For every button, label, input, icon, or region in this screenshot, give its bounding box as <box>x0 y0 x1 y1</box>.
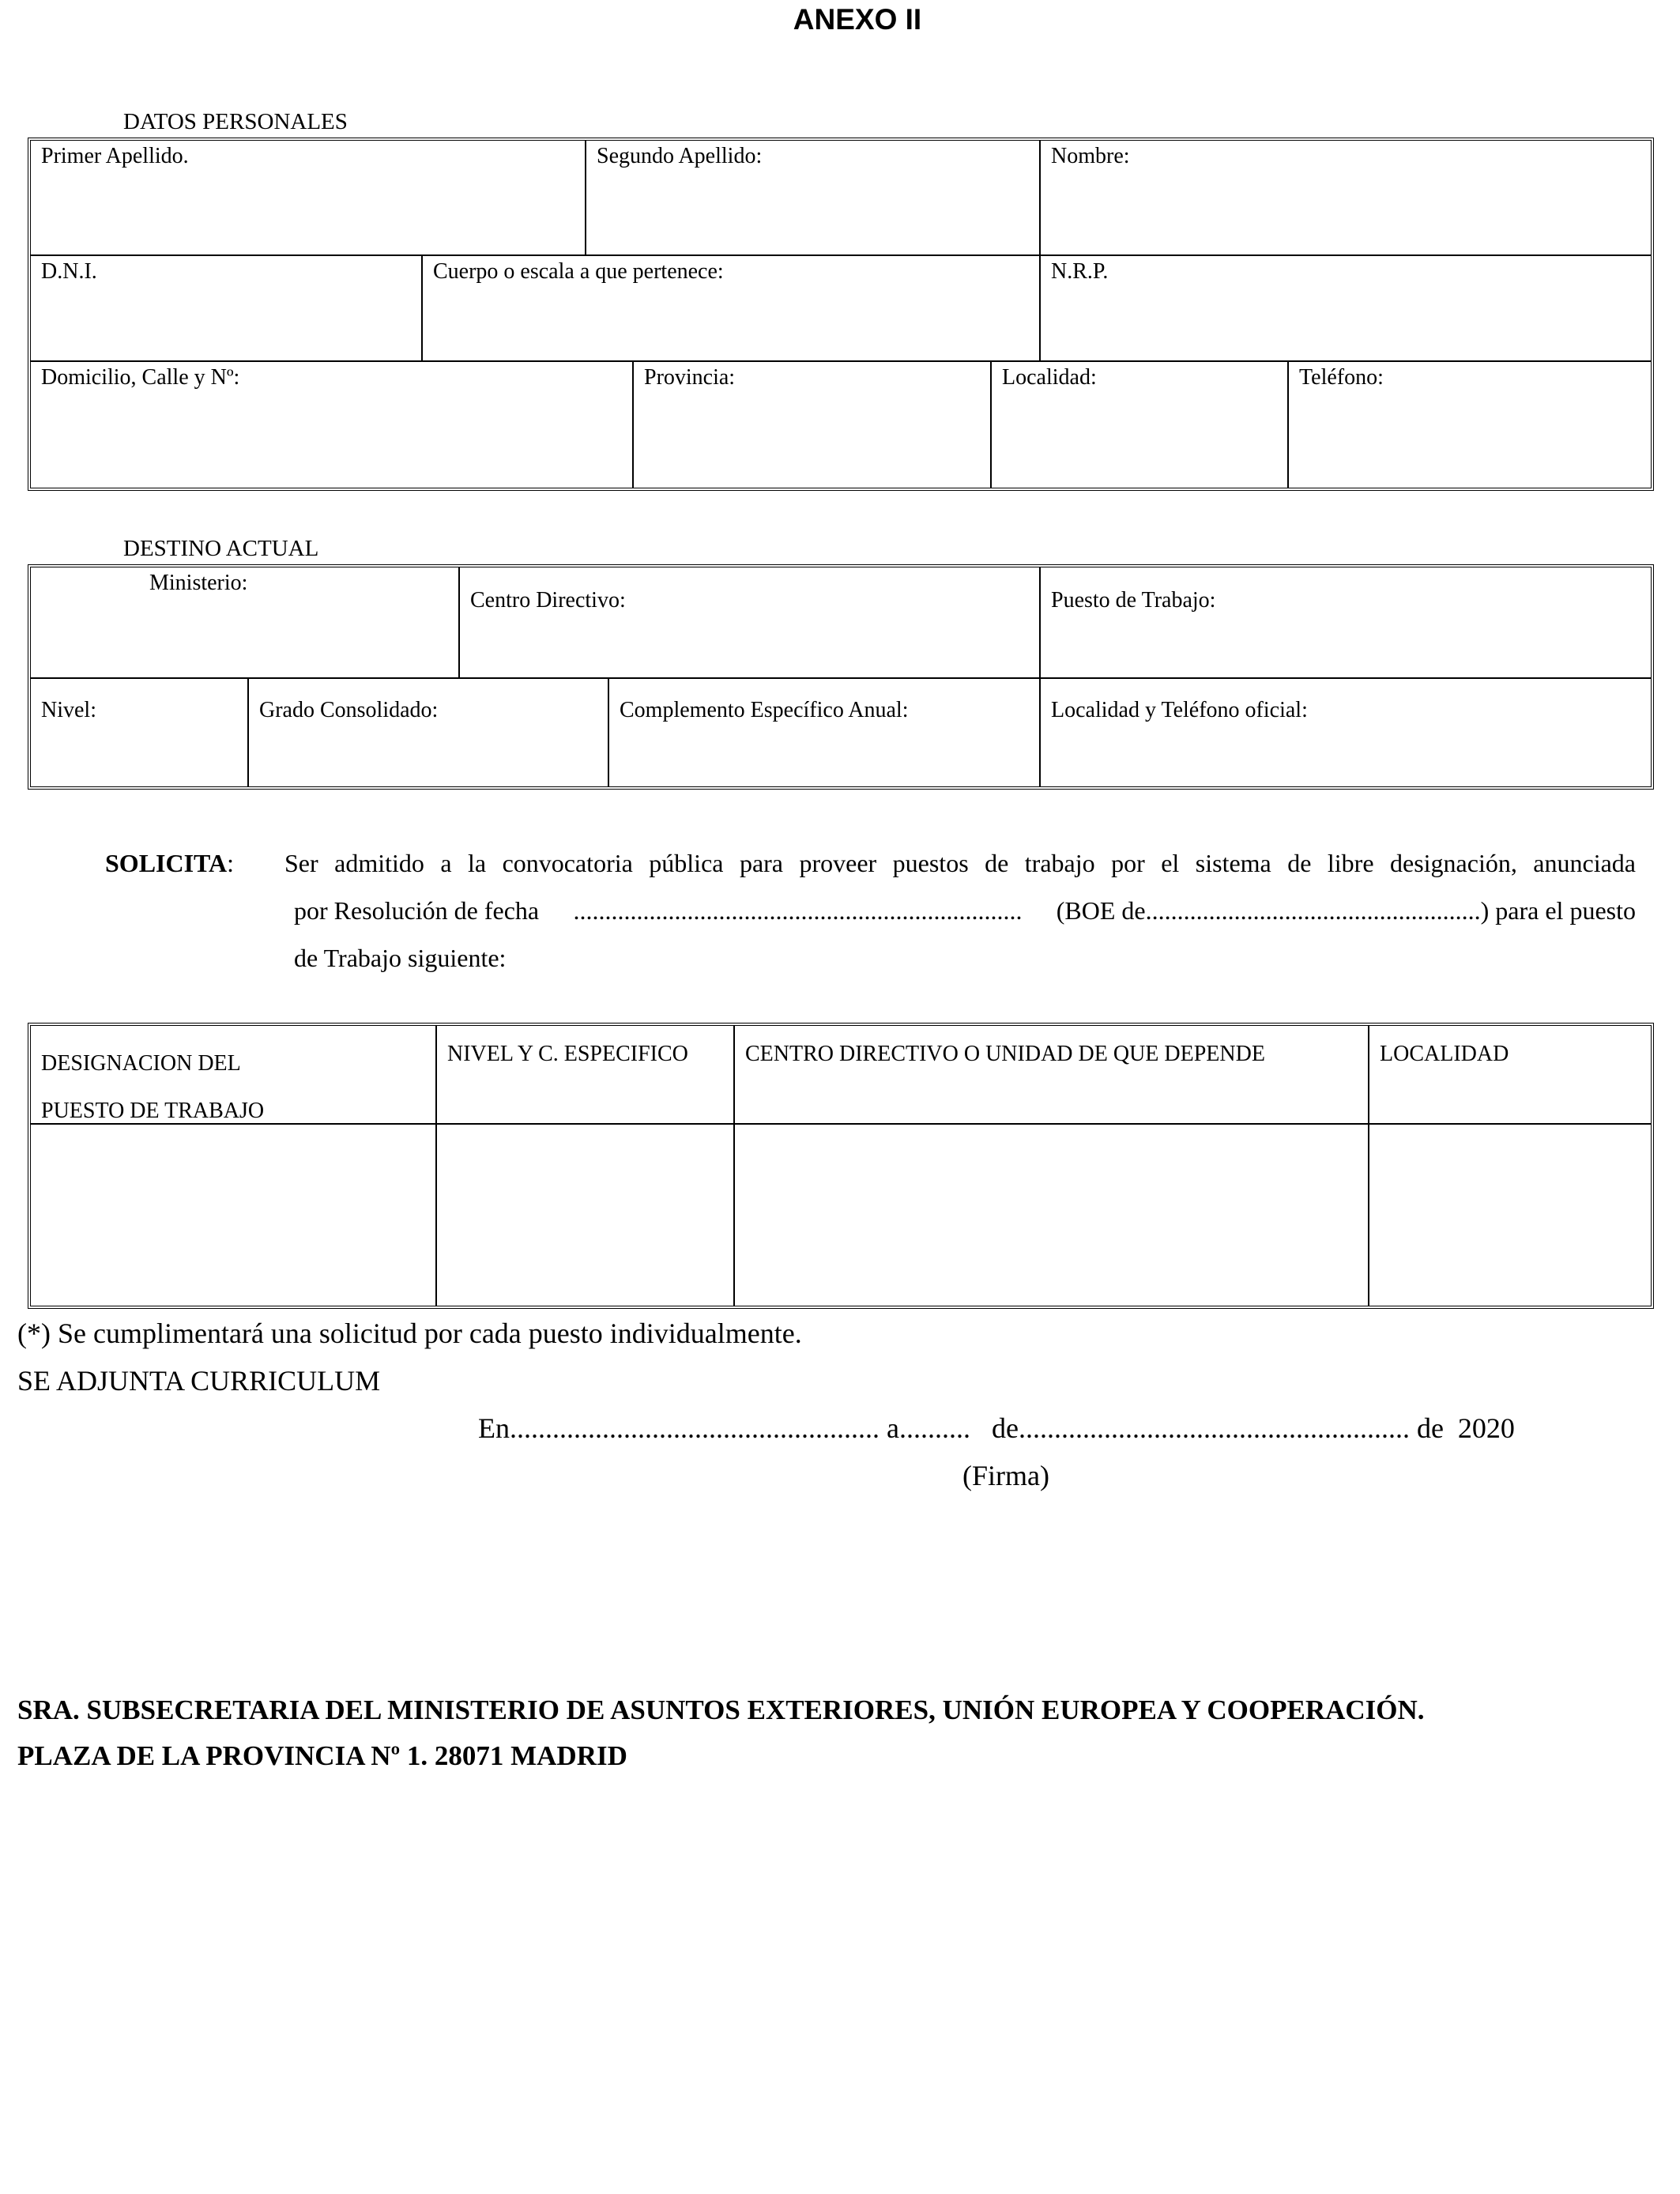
field-label: Grado Consolidado: <box>259 698 439 722</box>
field-label: Provincia: <box>644 365 736 390</box>
solicita-line-2 <box>294 887 1636 934</box>
field-label: Ministerio: <box>149 571 248 595</box>
table-row <box>31 567 1651 679</box>
header-designacion: DESIGNACION DEL PUESTO DE TRABAJO <box>31 1026 437 1123</box>
localidad-field[interactable] <box>992 362 1289 488</box>
solicita-boe-dots[interactable]: ..................................................... <box>1145 896 1481 925</box>
section-heading-datos-personales: DATOS PERSONALES <box>123 109 348 134</box>
cuerpo-escala-field[interactable] <box>423 256 1041 360</box>
field-label: Complemento Específico Anual: <box>620 698 909 722</box>
solicita-fecha-dots[interactable]: ....................................................................... <box>573 896 1023 925</box>
nrp-field[interactable] <box>1041 256 1651 360</box>
destino-actual-table <box>28 564 1654 790</box>
nivel-field[interactable] <box>31 679 249 786</box>
puesto-table <box>28 1023 1654 1309</box>
field-label: Centro Directivo: <box>470 588 626 613</box>
note-text: (*) Se cumplimentará una solicitud por cada puesto individualmente. <box>17 1318 802 1349</box>
header-localidad: LOCALIDAD <box>1380 1042 1509 1066</box>
nombre-field[interactable] <box>1041 141 1651 254</box>
solicita-label: SOLICITA: <box>105 849 235 877</box>
centro-input-cell[interactable] <box>735 1125 1369 1306</box>
header-centro-directivo: CENTRO DIRECTIVO O UNIDAD DE QUE DEPENDE <box>735 1026 1369 1123</box>
field-label: Localidad: <box>1002 365 1097 390</box>
primer-apellido-field[interactable] <box>31 141 586 254</box>
table-header-row <box>31 1026 1651 1125</box>
grado-consolidado-field[interactable] <box>249 679 609 786</box>
table-row <box>31 141 1651 256</box>
solicita-line-1: Ser admitido a la convocatoria pública para proveer puestos de trabajo por el sistema de libre designación, anunciada <box>284 849 1636 877</box>
addressee-line-1: SRA. SUBSECRETARIA DEL MINISTERIO DE ASUNTOS EXTERIORES, UNIÓN EUROPEA Y COOPERACIÓN. <box>17 1695 1425 1725</box>
field-label: Localidad y Teléfono oficial: <box>1051 698 1308 722</box>
localidad-telefono-oficial-field[interactable] <box>1041 679 1651 786</box>
field-label: Nivel: <box>41 698 96 722</box>
firma-label: (Firma) <box>962 1460 1049 1491</box>
document-title: ANEXO II <box>793 3 922 36</box>
header-nivel-especifico: NIVEL Y C. ESPECIFICO <box>437 1026 735 1123</box>
complemento-especifico-field[interactable] <box>609 679 1041 786</box>
section-heading-destino-actual: DESTINO ACTUAL <box>123 536 319 561</box>
centro-directivo-field[interactable] <box>460 567 1041 677</box>
solicita-boe-text: (BOE de.....................................................) para el puesto <box>1056 896 1636 925</box>
adjunta-curriculum-text: SE ADJUNTA CURRICULUM <box>17 1365 381 1397</box>
nivel-input-cell[interactable] <box>437 1125 735 1306</box>
segundo-apellido-field[interactable] <box>586 141 1041 254</box>
addressee-line-2: PLAZA DE LA PROVINCIA Nº 1. 28071 MADRID <box>17 1740 627 1771</box>
field-label: Nombre: <box>1051 144 1130 168</box>
telefono-field[interactable] <box>1289 362 1651 488</box>
field-label: Cuerpo o escala a que pertenece: <box>433 259 724 284</box>
field-label: Primer Apellido. <box>41 144 189 168</box>
provincia-field[interactable] <box>634 362 992 488</box>
solicita-resolucion-text: por Resolución de fecha <box>294 896 540 925</box>
dni-field[interactable] <box>31 256 423 360</box>
table-row <box>31 1125 1651 1306</box>
datos-personales-table <box>28 138 1654 491</box>
field-label: N.R.P. <box>1051 259 1109 284</box>
field-label: D.N.I. <box>41 259 97 284</box>
localidad-input-cell[interactable] <box>1369 1125 1651 1306</box>
firma-date-line[interactable]: En.................................................... a.......... de....................................................... de 2020 <box>478 1412 1515 1444</box>
table-row <box>31 679 1651 786</box>
table-row <box>31 362 1651 488</box>
puesto-trabajo-field[interactable] <box>1041 567 1651 677</box>
field-label: Segundo Apellido: <box>597 144 763 168</box>
field-label: Teléfono: <box>1299 365 1384 390</box>
table-row <box>31 256 1651 362</box>
domicilio-field[interactable] <box>31 362 634 488</box>
solicita-line-3: de Trabajo siguiente: <box>294 944 507 972</box>
designacion-input-cell[interactable] <box>31 1125 437 1306</box>
field-label: Puesto de Trabajo: <box>1051 588 1216 613</box>
ministerio-field[interactable] <box>31 567 460 677</box>
field-label: Domicilio, Calle y Nº: <box>41 365 240 390</box>
